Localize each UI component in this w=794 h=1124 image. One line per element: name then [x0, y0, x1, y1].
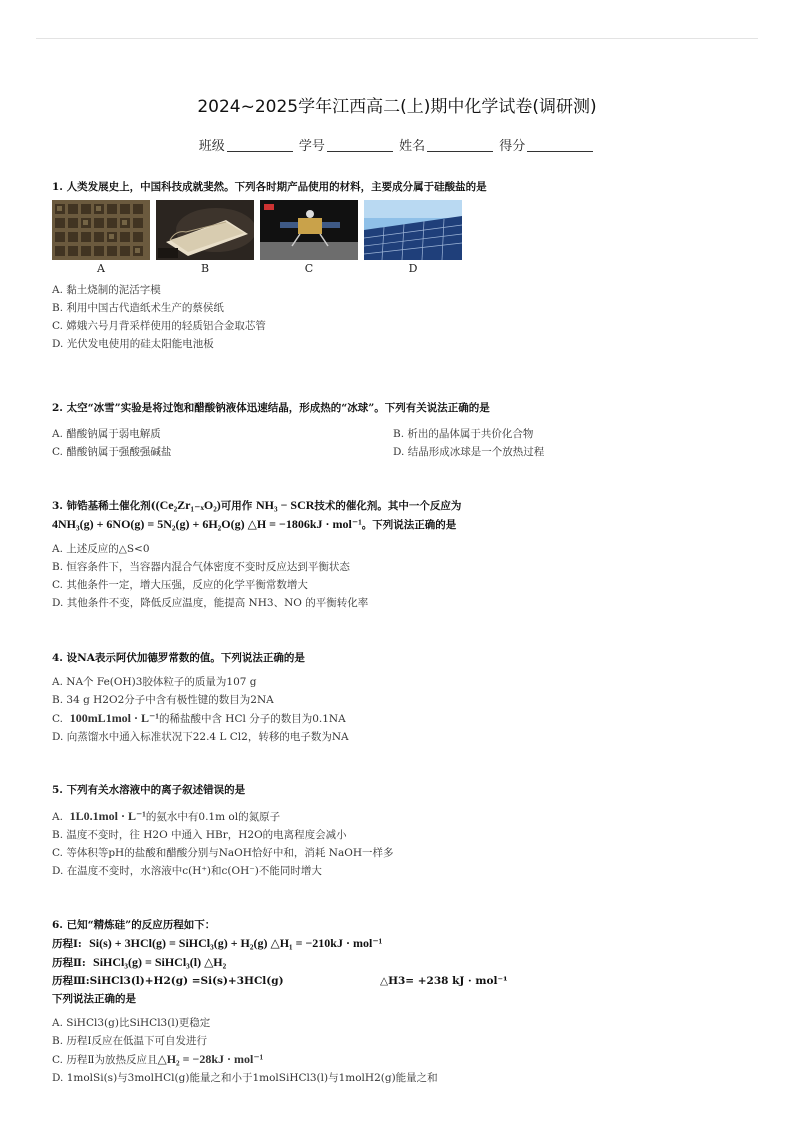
question-1: [52, 178, 752, 353]
path-3-enthalpy: △H3= +238 kJ · mol⁻¹: [380, 975, 508, 987]
q6-option-c[interactable]: C. 历程Ⅱ为放热反应且△H₂ = −28kJ · mol⁻¹: [52, 1052, 264, 1066]
q3-option-d[interactable]: D. 其他条件不变，降低反应温度，能提高 NH3、NO 的平衡转化率: [52, 597, 369, 609]
page-title: 2024~2025学年江西高二(上)期中化学试卷(调研测): [197, 97, 597, 117]
info-name-label: 姓名: [399, 139, 426, 154]
question-6: [52, 916, 752, 1087]
student-info-line: [0, 135, 794, 154]
q1-option-a[interactable]: A. 黏土烧制的泥活字模: [52, 284, 161, 296]
q3-option-c[interactable]: C. 其他条件一定，增大压强，反应的化学平衡常数增大: [52, 579, 308, 591]
question-1-image-labels: [52, 262, 752, 275]
question-5: [52, 781, 752, 880]
q5-option-c[interactable]: C. 等体积等pH的盐酸和醋酸分别与NaOH恰好中和，消耗 NaOH一样多: [52, 847, 394, 859]
info-class-blank[interactable]: [227, 139, 293, 152]
info-name-blank[interactable]: [427, 139, 493, 152]
paper-image: [156, 200, 254, 260]
question-2-stem: 2. 太空“冰雪”实验是将过饱和醋酸钠液体迅速结晶，形成热的“冰球”。下列有关说法正确的是: [52, 402, 490, 414]
question-1-images: [52, 200, 752, 260]
q1-option-b[interactable]: B. 利用中国古代造纸术生产的蔡侯纸: [52, 302, 224, 314]
q2-option-d[interactable]: D. 结晶形成冰球是一个放热过程: [393, 446, 545, 458]
info-class-label: 班级: [198, 139, 225, 154]
q2-option-c[interactable]: C. 醋酸钠属于强酸强碱盐: [52, 446, 172, 458]
q2-option-a[interactable]: A. 醋酸钠属于弱电解质: [52, 428, 161, 440]
q3-option-a[interactable]: A. 上述反应的△S<0: [52, 543, 150, 555]
info-id-blank[interactable]: [327, 139, 393, 152]
q3-option-b[interactable]: B. 恒容条件下，当容器内混合气体密度不变时反应达到平衡状态: [52, 561, 350, 573]
question-4-stem: 4. 设NA表示阿伏加德罗常数的值。下列说法正确的是: [52, 652, 305, 664]
question-3: [52, 496, 752, 612]
question-2: [52, 399, 752, 461]
q6-option-b[interactable]: B. 历程Ⅰ反应在低温下可自发进行: [52, 1035, 208, 1047]
info-score-label: 得分: [499, 139, 526, 154]
scr-formula: NH₃ − SCR: [255, 498, 315, 512]
top-divider: [36, 38, 758, 39]
question-6-stem: 6. 已知“精炼硅”的反应历程如下：: [52, 919, 216, 931]
image-label-d: D: [408, 262, 418, 275]
question-4: [52, 649, 752, 746]
reaction-equation: 4NH₃(g) + 6NO(g) = 5N₂(g) + 6H₂O(g) △H = −1806kJ · mol⁻¹: [52, 517, 362, 531]
q5-option-a[interactable]: A. 1L0.1mol · L⁻¹的氨水中有0.1m ol的氮原子: [52, 809, 281, 823]
question-3-stem-line2: 4NH₃(g) + 6NO(g) = 5N₂(g) + 6H₂O(g) △H = −1806kJ · mol⁻¹。下列说法正确的是: [52, 517, 457, 531]
q1-option-c[interactable]: C. 嫦娥六号月背采样使用的轻质铝合金取芯管: [52, 320, 266, 332]
q1-option-d[interactable]: D. 光伏发电使用的硅太阳能电池板: [52, 338, 214, 350]
image-label-c: C: [304, 262, 314, 275]
q5-option-d[interactable]: D. 在温度不变时，水溶液中c(H⁺)和c(OH⁻)不能同时增大: [52, 865, 322, 877]
question-1-stem: 1. 人类发展史上，中国科技成就斐然。下列各时期产品使用的材料，主要成分属于硅酸盐的是: [52, 181, 487, 193]
path-3: 历程Ⅲ:SiHCl3(l)+H2(g) =Si(s)+3HCl(g) △H3= +238 kJ · mol⁻¹: [52, 975, 508, 987]
question-5-stem: 5. 下列有关水溶液中的离子叙述错误的是: [52, 784, 246, 796]
image-label-a: A: [97, 262, 105, 275]
path-2: 历程Ⅱ: SiHCl₃(g) = SiHCl₃(l) △H₂: [52, 955, 227, 969]
catalyst-formula: (Ce₂Zr₁₋ₓO₂): [155, 498, 221, 512]
info-id-label: 学号: [298, 139, 325, 154]
q6-option-d[interactable]: D. 1molSi(s)与3molHCl(g)能量之和小于1molSiHCl3(l)与1molH2(g)能量之和: [52, 1072, 438, 1084]
question-6-stem-2: 下列说法正确的是: [52, 993, 136, 1005]
q4-option-b[interactable]: B. 34 g H2O2分子中含有极性键的数目为2NA: [52, 694, 274, 706]
q4-option-c[interactable]: C. 100mL1mol · L⁻¹的稀盐酸中含 HCl 分子的数目为0.1NA: [52, 711, 346, 725]
q5-option-b[interactable]: B. 温度不变时，往 H2O 中通入 HBr，H2O的电离程度会减小: [52, 829, 347, 841]
image-label-b: B: [200, 262, 210, 275]
q4-option-d[interactable]: D. 向蒸馏水中通入标准状况下22.4 L Cl2，转移的电子数为NA: [52, 731, 349, 743]
q2-option-b[interactable]: B. 析出的晶体属于共价化合物: [393, 428, 534, 440]
info-score-blank[interactable]: [527, 139, 593, 152]
q6-option-a[interactable]: A. SiHCl3(g)比SiHCl3(l)更稳定: [52, 1017, 211, 1029]
q4-option-a[interactable]: A. NA个 Fe(OH)3胶体粒子的质量为107 g: [52, 676, 257, 688]
solar-panel-image: [364, 200, 462, 260]
clay-type-image: [52, 200, 150, 260]
path-1: 历程Ⅰ: Si(s) + 3HCl(g) = SiHCl₃(g) + H₂(g) △H₁ = −210kJ · mol⁻¹: [52, 936, 383, 950]
question-3-stem-line1: 3. 铈锆基稀土催化剂((Ce₂Zr₁₋ₓO₂)可用作 NH₃ − SCR技术的催化剂。其中一个反应为: [52, 498, 462, 512]
lunar-lander-image: [260, 200, 358, 260]
